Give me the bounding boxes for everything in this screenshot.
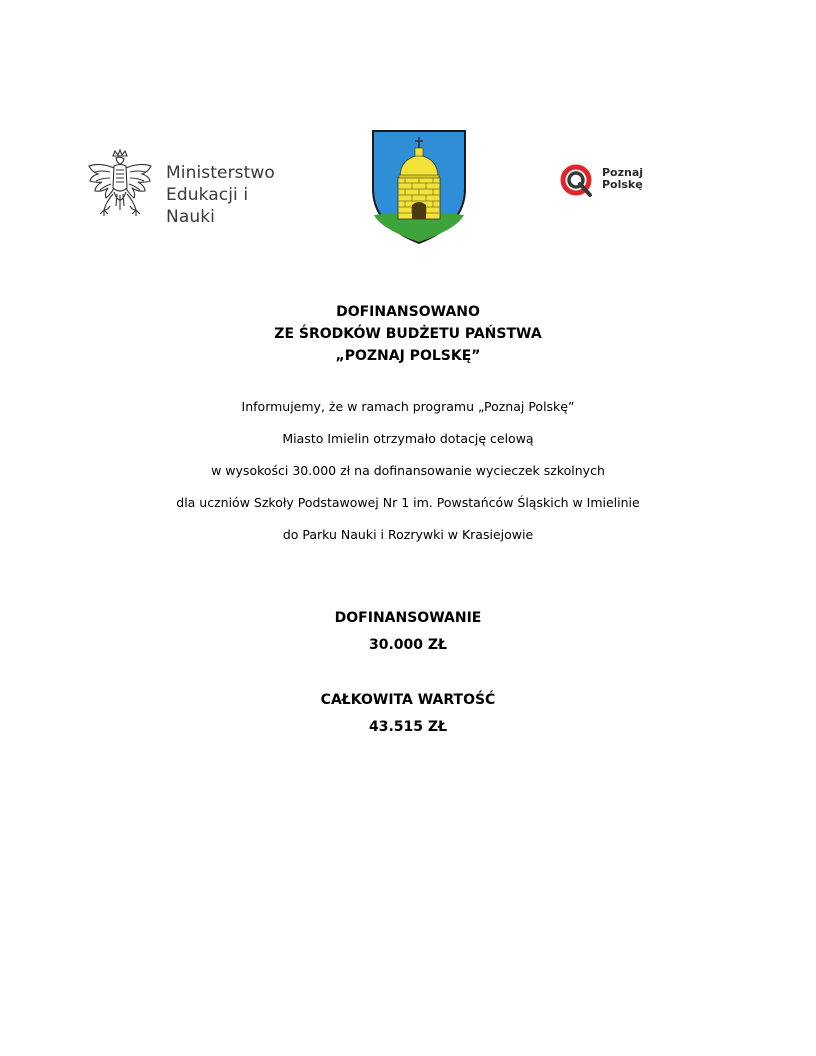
heading-line-2: ZE ŚRODKÓW BUDŻETU PAŃSTWA <box>274 326 542 342</box>
logo-row <box>0 0 816 260</box>
polish-eagle-icon <box>86 148 154 226</box>
poznaj-polske-line2: Polskę <box>602 178 643 191</box>
information-paragraph <box>0 397 816 557</box>
section-spacer <box>0 661 816 689</box>
ministry-name-line2: Edukacji i Nauki <box>166 185 249 227</box>
funding-label: DOFINANSOWANIE <box>334 610 482 626</box>
poznaj-polske-logo <box>560 164 660 198</box>
ministry-logo <box>86 148 296 228</box>
heading-line-3: „POZNAJ POLSKĘ” <box>335 348 481 364</box>
info-line: dla uczniów Szkoły Podstawowej Nr 1 im. Powstańców Śląskich w Imielinie <box>176 495 640 510</box>
info-line: w wysokości 30.000 zł na dofinansowanie wycieczek szkolnych <box>211 463 605 478</box>
info-line: Miasto Imielin otrzymało dotację celową <box>282 431 534 446</box>
info-line: do Parku Nauki i Rozrywki w Krasiejowie <box>282 527 534 542</box>
ministry-name-line1: Ministerstwo <box>166 163 275 183</box>
poznaj-polske-q-icon <box>560 164 596 198</box>
total-value-amount: 43.515 ZŁ <box>368 719 448 735</box>
imielin-coat-of-arms-icon <box>371 129 467 245</box>
amounts-section <box>0 607 816 743</box>
document-heading <box>0 301 816 367</box>
info-line: Informujemy, że w ramach programu „Poznaj Polskę” <box>241 399 575 414</box>
poznaj-polske-name <box>602 167 643 191</box>
heading-line-1: DOFINANSOWANO <box>336 304 480 320</box>
poznaj-polske-line1: Poznaj <box>602 166 644 179</box>
ministry-name <box>166 162 296 228</box>
funding-amount: 30.000 ZŁ <box>368 637 448 653</box>
total-value-label: CAŁKOWITA WARTOŚĆ <box>320 692 496 708</box>
